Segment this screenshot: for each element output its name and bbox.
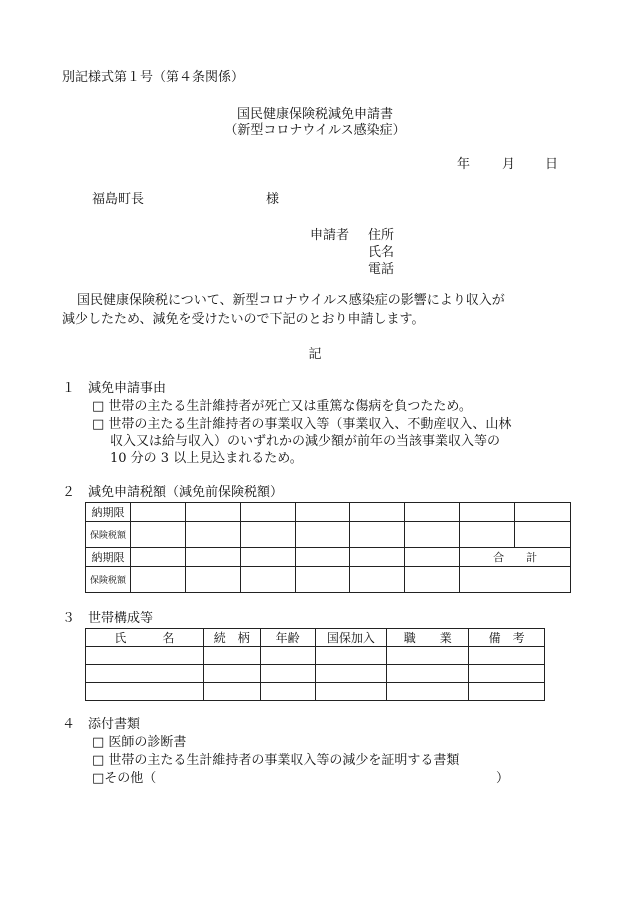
tax-amount-table bbox=[85, 502, 571, 593]
tax-row-due-2 bbox=[86, 548, 571, 567]
table-cell[interactable] bbox=[350, 567, 405, 593]
table-cell[interactable] bbox=[185, 503, 240, 522]
header-remarks: 備 考 bbox=[469, 629, 545, 647]
table-cell[interactable] bbox=[315, 683, 387, 701]
table-cell[interactable] bbox=[260, 683, 315, 701]
section1-option-income-line1: □ 世帯の主たる生計維持者の事業収入等（事業収入、不動産収入、山林 bbox=[92, 417, 512, 432]
table-cell[interactable] bbox=[387, 647, 469, 665]
applicant-phone-label: 電話 bbox=[368, 262, 395, 277]
section2-heading: ２ 減免申請税額（減免前保険税額） bbox=[62, 485, 284, 500]
table-cell[interactable] bbox=[515, 522, 571, 548]
table-cell[interactable] bbox=[240, 567, 295, 593]
row-label: 保険税額 bbox=[86, 567, 131, 593]
table-cell[interactable] bbox=[185, 522, 240, 548]
document-title: 国民健康保険税減免申請書 bbox=[236, 107, 393, 122]
table-cell[interactable] bbox=[315, 647, 387, 665]
tax-row-due-1 bbox=[86, 503, 571, 522]
intro-line-2: 減少したため、減免を受けたいので下記のとおり申請します。 bbox=[62, 312, 425, 327]
attachment-income-proof: □ 世帯の主たる生計維持者の事業収入等の減少を証明する書類 bbox=[92, 753, 460, 768]
table-cell[interactable] bbox=[460, 522, 515, 548]
table-row bbox=[86, 683, 545, 701]
table-cell[interactable] bbox=[130, 567, 185, 593]
section4-heading: ４ 添付書類 bbox=[62, 717, 141, 732]
table-cell[interactable] bbox=[469, 683, 545, 701]
table-cell[interactable] bbox=[295, 503, 350, 522]
table-cell[interactable] bbox=[240, 503, 295, 522]
table-cell[interactable] bbox=[295, 522, 350, 548]
document-subtitle: （新型コロナウイルス感染症） bbox=[224, 123, 406, 138]
row-label: 保険税額 bbox=[86, 522, 131, 548]
total-amount-cell[interactable] bbox=[460, 567, 571, 593]
ki-heading: 記 bbox=[308, 347, 322, 362]
attachment-medical-certificate: □ 医師の診断書 bbox=[92, 735, 187, 750]
applicant-name-label: 氏名 bbox=[368, 245, 395, 260]
applicant-label: 申請者 bbox=[310, 228, 350, 243]
date-month: 月 bbox=[502, 157, 516, 172]
table-cell[interactable] bbox=[405, 503, 460, 522]
addressee-honorific: 様 bbox=[266, 192, 280, 207]
table-cell[interactable] bbox=[350, 548, 405, 567]
intro-line-1: 国民健康保険税について、新型コロナウイルス感染症の影響により収入が bbox=[77, 293, 505, 308]
header-relation: 続 柄 bbox=[203, 629, 260, 647]
table-cell[interactable] bbox=[405, 567, 460, 593]
table-cell[interactable] bbox=[240, 522, 295, 548]
total-label: 合 計 bbox=[460, 548, 571, 567]
header-name: 氏 名 bbox=[86, 629, 204, 647]
table-cell[interactable] bbox=[460, 503, 515, 522]
table-cell[interactable] bbox=[295, 548, 350, 567]
header-occupation: 職 業 bbox=[387, 629, 469, 647]
table-row bbox=[86, 665, 545, 683]
table-cell[interactable] bbox=[469, 665, 545, 683]
attachment-other-close: ） bbox=[496, 771, 510, 786]
row-label: 納期限 bbox=[86, 548, 131, 567]
table-cell[interactable] bbox=[130, 522, 185, 548]
applicant-address-label: 住所 bbox=[368, 228, 395, 243]
table-cell[interactable] bbox=[130, 548, 185, 567]
table-cell[interactable] bbox=[469, 647, 545, 665]
table-cell[interactable] bbox=[86, 665, 204, 683]
section1-option-death: □ 世帯の主たる生計維持者が死亡又は重篤な傷病を負つたため。 bbox=[92, 399, 472, 414]
tax-row-amount-2 bbox=[86, 567, 571, 593]
section1-option-income-line2: 収入又は給与収入）のいずれかの減少額が前年の当該事業収入等の bbox=[110, 434, 501, 449]
date-year: 年 bbox=[457, 157, 471, 172]
table-cell[interactable] bbox=[315, 665, 387, 683]
table-cell[interactable] bbox=[240, 548, 295, 567]
tax-row-amount-1 bbox=[86, 522, 571, 548]
table-cell[interactable] bbox=[260, 647, 315, 665]
table-cell[interactable] bbox=[86, 647, 204, 665]
table-cell[interactable] bbox=[86, 683, 204, 701]
table-cell[interactable] bbox=[260, 665, 315, 683]
form-reference: 別記様式第１号（第４条関係） bbox=[62, 70, 245, 85]
section3-heading: ３ 世帯構成等 bbox=[62, 611, 154, 626]
table-cell[interactable] bbox=[203, 647, 260, 665]
table-cell[interactable] bbox=[130, 503, 185, 522]
table-cell[interactable] bbox=[203, 683, 260, 701]
table-cell[interactable] bbox=[185, 567, 240, 593]
table-cell[interactable] bbox=[350, 503, 405, 522]
table-cell[interactable] bbox=[185, 548, 240, 567]
table-row bbox=[86, 647, 545, 665]
table-cell[interactable] bbox=[387, 665, 469, 683]
date-day: 日 bbox=[545, 157, 559, 172]
table-cell[interactable] bbox=[405, 548, 460, 567]
row-label: 納期限 bbox=[86, 503, 131, 522]
addressee-name: 福島町長 bbox=[92, 192, 145, 207]
table-cell[interactable] bbox=[203, 665, 260, 683]
table-cell[interactable] bbox=[405, 522, 460, 548]
section1-option-income-line3: 10 分の 3 以上見込まれるため。 bbox=[110, 451, 303, 466]
table-cell[interactable] bbox=[515, 503, 571, 522]
header-age: 年齢 bbox=[260, 629, 315, 647]
household-table bbox=[85, 628, 545, 701]
household-header-row bbox=[86, 629, 545, 647]
table-cell[interactable] bbox=[387, 683, 469, 701]
header-insurance: 国保加入 bbox=[315, 629, 387, 647]
section1-heading: １ 減免申請事由 bbox=[62, 381, 167, 396]
table-cell[interactable] bbox=[350, 522, 405, 548]
table-cell[interactable] bbox=[295, 567, 350, 593]
attachment-other-open: □その他（ bbox=[92, 771, 157, 786]
